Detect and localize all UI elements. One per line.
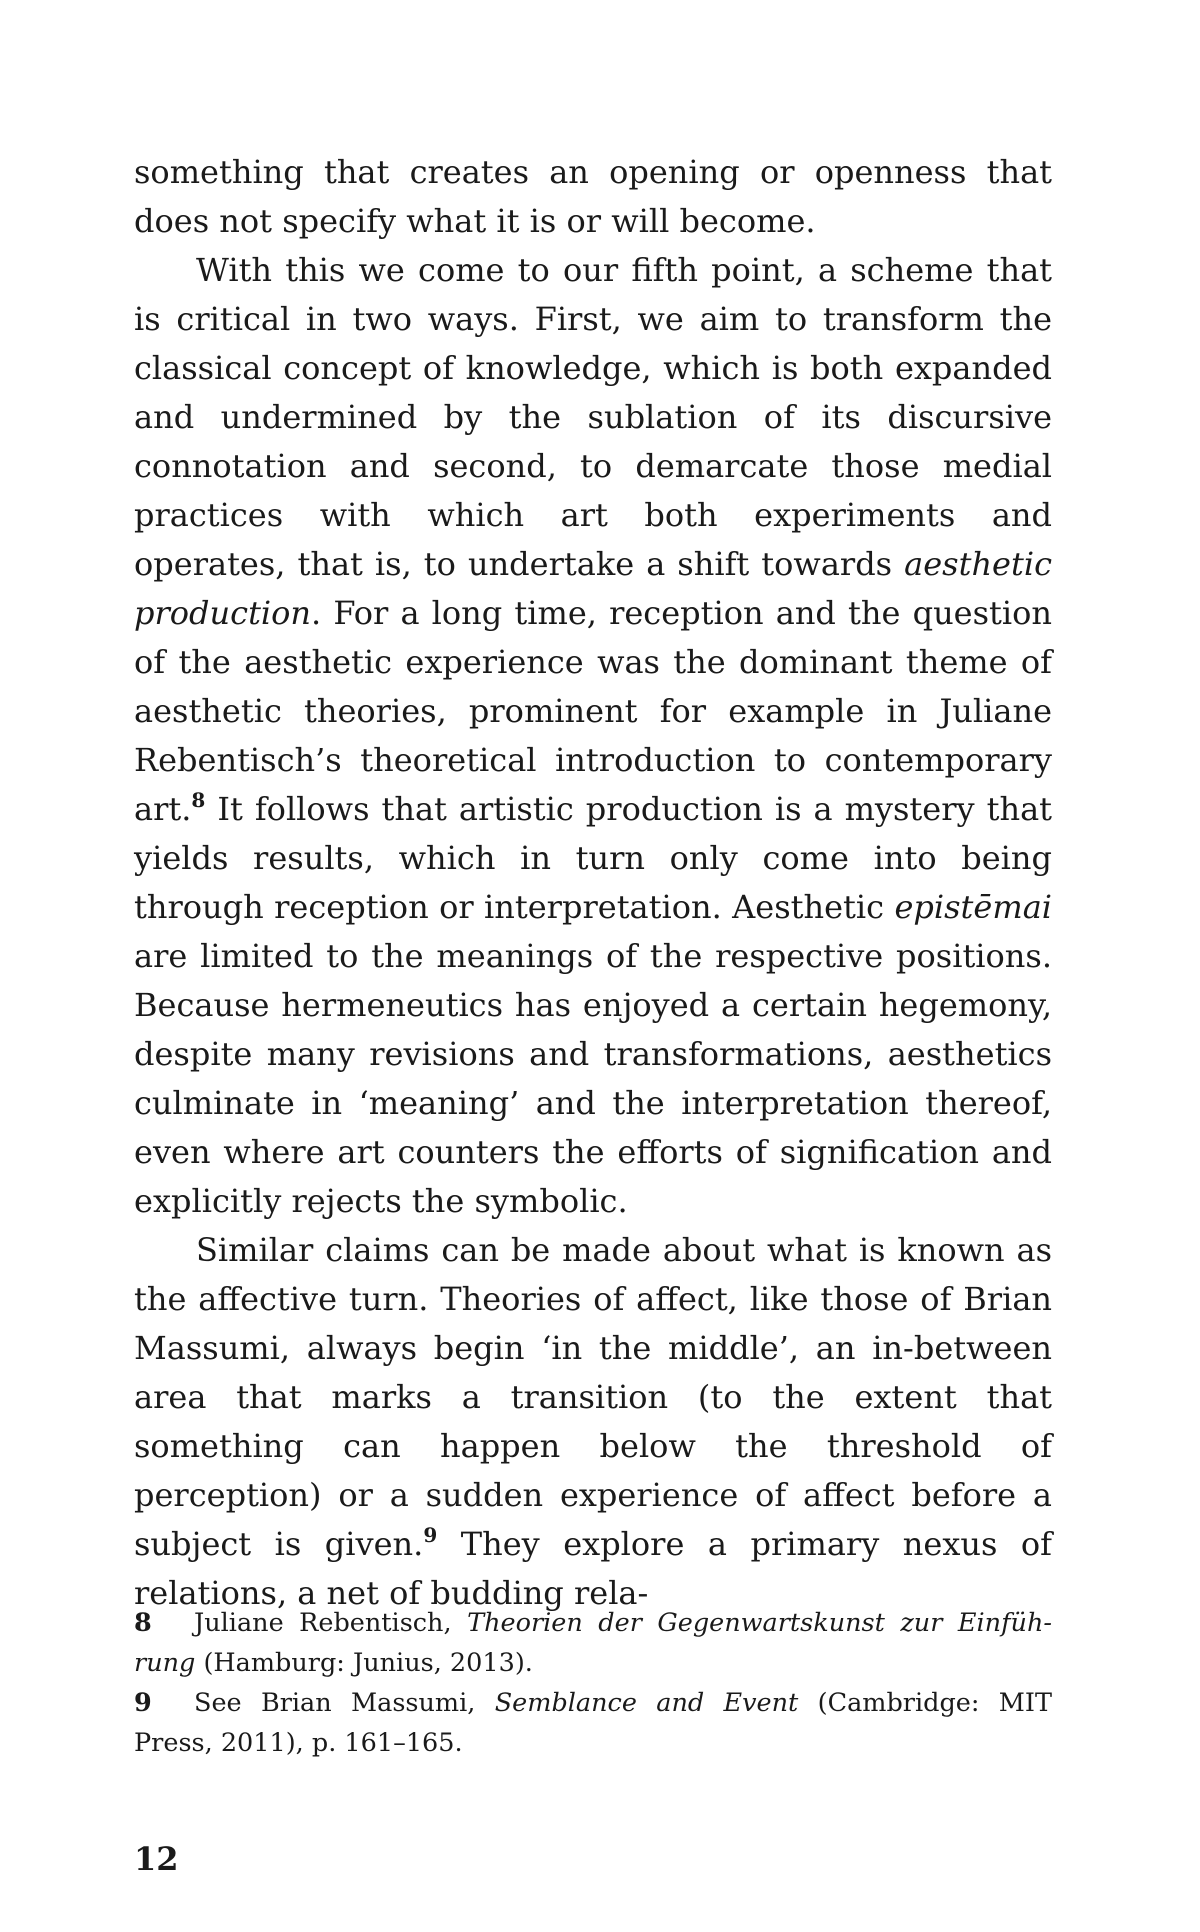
footnote-title: Semblance and Event: [494, 1688, 799, 1718]
footnote-8: [134, 1603, 1052, 1683]
emphasis-aesthetic-production: aesthetic production: [134, 545, 1052, 632]
footnotes: [134, 1603, 1052, 1763]
footnote-title: Theorien der Gegenwartskunst zur Einführung: [134, 1608, 1052, 1678]
page-number: 12: [134, 1840, 179, 1878]
paragraph-1: [134, 148, 1052, 246]
body-text: [134, 148, 1052, 1618]
paragraph-3: [134, 1226, 1052, 1618]
footnote-ref-9[interactable]: 9: [423, 1523, 438, 1547]
paragraph-3-text-a: Similar claims can be made about what is known as the affective turn. Theories of affect, like those of Brian Massumi, always begin ‘in the middle’, an in-between area that marks a transition (to the extent that something can happen below the threshold of perception) or a sudden experience of affect before a subject is given.: [134, 1231, 1052, 1563]
paragraph-3-text-b: They explore a primary nexus of relations, a net of budding rela-: [134, 1525, 1053, 1612]
paragraph-2-text-c: It follows that artistic production is a mystery that yields results, which in turn only come into being through reception or interpretation. Aesthetic: [134, 790, 1052, 926]
paragraph-2-text-b: . For a long time, reception and the question of the aesthetic experience was the dominant theme of aesthetic theories, prominent for example in Juliane Rebentisch’s theoretical introduction to contemporary art.: [134, 594, 1052, 828]
paragraph-1-text: something that creates an opening or openness that does not specify what it is or will become.: [134, 153, 1052, 240]
footnote-text: Juliane Rebentisch,: [194, 1608, 468, 1638]
footnote-text: See Brian Massumi,: [194, 1688, 495, 1718]
paragraph-2-text-a: With this we come to our fifth point, a scheme that is critical in two ways. First, we aim to transform the classical concept of knowledge, which is both expanded and undermined by the sublation of its discursive connotation and second, to demarcate those medial practices with which art both experiments and operates, that is, to undertake a shift towards: [134, 251, 1052, 583]
emphasis-epistemai: epistēmai: [894, 888, 1052, 926]
footnote-ref-8[interactable]: 8: [191, 788, 206, 812]
footnote-9: [134, 1683, 1052, 1763]
paragraph-2-text-d: are limited to the meanings of the respective positions. Because hermeneutics has enjoyed a certain hegemony, despite many revisions and transformations, aesthetics culminate in ‘meaning’ and the interpretation thereof, even where art counters the efforts of signification and explicitly rejects the symbolic.: [134, 937, 1052, 1220]
footnote-number: 9: [134, 1688, 152, 1718]
footnote-number: 8: [134, 1608, 152, 1638]
footnote-text: (Hamburg: Junius, 2013).: [195, 1648, 533, 1678]
footnote-text: (Cambridge: MIT Press, 2011), p. 161–165.: [134, 1688, 1052, 1758]
paragraph-2: [134, 246, 1052, 1226]
